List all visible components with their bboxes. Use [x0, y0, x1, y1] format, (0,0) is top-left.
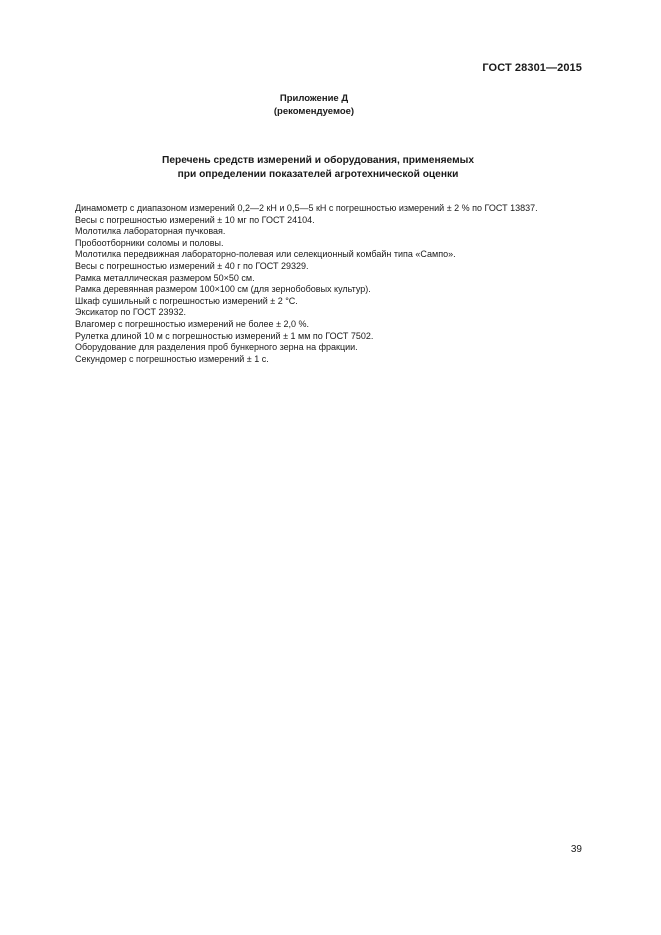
list-item: Оборудование для разделения проб бункерного зерна на фракции.	[75, 342, 358, 353]
section-title-line-2: при определении показателей агротехнической оценки	[177, 169, 459, 180]
list-item: Пробоотборники соломы и половы.	[75, 237, 224, 248]
list-item: Рамка деревянная размером 100×100 см (для зернобобовых культур).	[75, 284, 371, 295]
section-title	[0, 154, 636, 182]
appendix-heading	[0, 92, 628, 118]
section-title-line-1: Перечень средств измерений и оборудования, применяемых	[162, 155, 474, 166]
appendix-status: (рекомендуемое)	[273, 106, 355, 117]
list-item: Молотилка лабораторная пучковая.	[75, 226, 226, 237]
list-item: Весы с погрешностью измерений ± 40 г по ГОСТ 29329.	[75, 260, 309, 271]
list-item: Влагомер с погрешностью измерений не более ± 2,0 %.	[75, 318, 310, 329]
equipment-list	[75, 203, 595, 365]
list-item: Динамометр с диапазоном измерений 0,2—2 кН и 0,5—5 кН с погрешностью измерений ± 2 % по ГОСТ 13837.	[75, 203, 538, 213]
list-item: Весы с погрешностью измерений ± 10 мг по ГОСТ 24104.	[75, 214, 315, 225]
list-item: Шкаф сушильный с погрешностью измерений ± 2 °С.	[75, 295, 298, 306]
appendix-label: Приложение Д	[279, 93, 349, 104]
list-item: Секундомер с погрешностью измерений ± 1 с.	[75, 353, 269, 364]
list-item: Рамка металлическая размером 50×50 см.	[75, 272, 255, 283]
list-item: Эксикатор по ГОСТ 23932.	[75, 307, 186, 318]
document-code: ГОСТ 28301—2015	[482, 62, 582, 74]
page-number: 39	[570, 844, 582, 855]
list-item: Рулетка длиной 10 м с погрешностью измерений ± 1 мм по ГОСТ 7502.	[75, 330, 374, 341]
list-item: Молотилка передвижная лабораторно-полевая или селекционный комбайн типа «Сампо».	[75, 249, 456, 260]
